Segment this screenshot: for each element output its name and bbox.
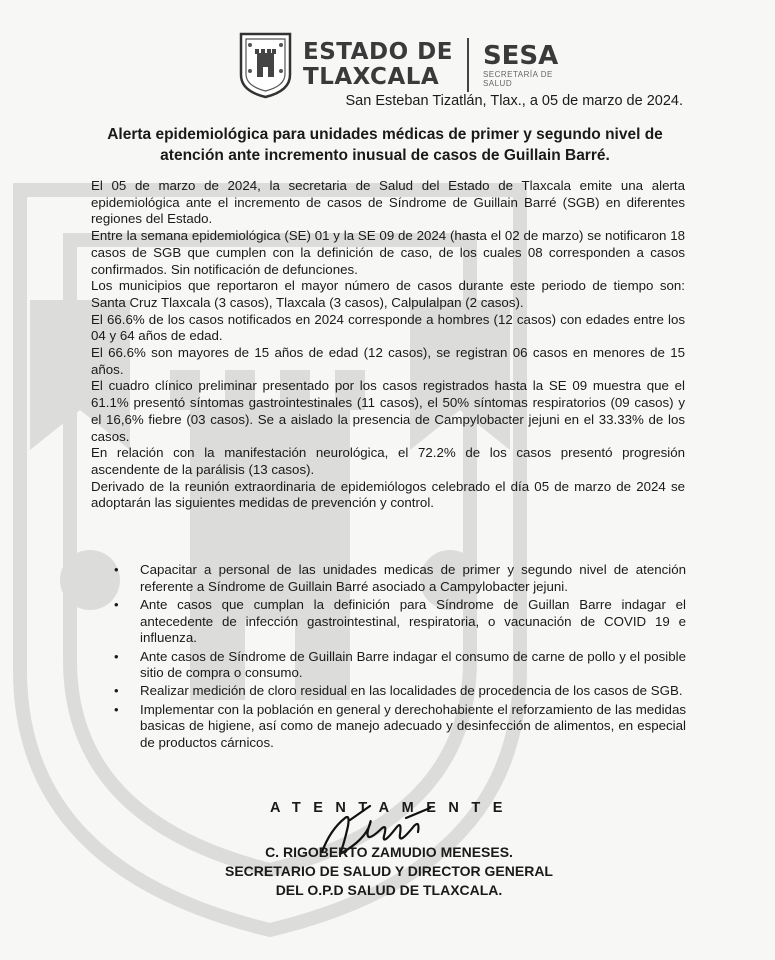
dateline: San Esteban Tizatlán, Tlax., a 05 de marzo de 2024. <box>345 93 683 109</box>
paragraph: El 66.6% de los casos notificados en 2024 corresponde a hombres (12 casos) con edades entre los 04 y 64 años de edad. <box>91 311 685 344</box>
list-item: • Ante casos que cumplan la definición para Síndrome de Guillan Barre indagar el antecedente de infección gastrointestinal, respiratoria, o vacunación de COVID 19 e influenza. <box>112 597 686 647</box>
list-item: • Realizar medición de cloro residual en las localidades de procedencia de los casos de SGB. <box>112 683 686 700</box>
logo-divider <box>467 38 469 92</box>
document-body <box>91 178 685 512</box>
letterhead <box>238 30 563 100</box>
document-title: Alerta epidemiológica para unidades médicas de primer y segundo nivel de atención ante incremento inusual de casos de Guillain Barré. <box>107 126 663 164</box>
estado-line-2: TLAXCALA <box>303 64 440 90</box>
sesa-subtitle: SECRETARÍA DE SALUD <box>482 70 553 88</box>
signatory-role-line-1: SECRETARIO DE SALUD Y DIRECTOR GENERAL <box>224 863 553 879</box>
tlaxcala-shield-logo-icon <box>238 31 293 99</box>
paragraph: Derivado de la reunión extraordinaria de epidemiólogos celebrado el día 05 de marzo de 2024 se adoptarán las siguientes medidas de prevención y control. <box>91 478 685 511</box>
list-item: • Ante casos de Síndrome de Guillain Barre indagar el consumo de carne de pollo y el posible sitio de compra o consumo. <box>112 649 686 682</box>
paragraph: Los municipios que reportaron el mayor número de casos durante este periodo de tiempo son: Santa Cruz Tlaxcala (3 casos), Tlaxcala (3 casos), Calpulalpan (2 casos). <box>91 278 685 310</box>
closing-salutation: ATENTAMENTE <box>270 800 515 816</box>
estado-de-tlaxcala-logo <box>303 40 453 90</box>
list-item: • Implementar con la población en general y derechohabiente el reforzamiento de las medidas basicas de higiene, así como de manejo adecuado y desinfección de alimentos, en especial de productos cárnicos. <box>112 702 686 752</box>
paragraph: El 66.6% son mayores de 15 años de edad (12 casos), se registran 06 casos en menores de 15 años. <box>91 345 685 377</box>
measures-list <box>112 562 686 753</box>
list-item: • Capacitar a personal de las unidades medicas de primer y segundo nivel de atención referente a Síndrome de Guillain Barré asociado a Campylobacter jejuni. <box>112 562 686 595</box>
paragraph: En relación con la manifestación neurológica, el 72.2% de los casos presentó progresión ascendente de la parálisis (13 casos). <box>91 445 685 477</box>
paragraph: El 05 de marzo de 2024, la secretaria de Salud del Estado de Tlaxcala emite una alerta epidemiológica ante el incremento de casos de Síndrome de Guillain Barré (SGB) en diferentes regiones del Estado. <box>91 178 685 227</box>
estado-line-1: ESTADO DE <box>303 39 453 65</box>
signatory-block <box>200 843 578 900</box>
sesa-title: SESA <box>482 41 559 71</box>
sesa-logo <box>483 42 563 88</box>
signatory-name: C. RIGOBERTO ZAMUDIO MENESES. <box>265 844 513 860</box>
signatory-role-line-2: DEL O.P.D SALUD DE TLAXCALA. <box>275 882 503 898</box>
paragraph: El cuadro clínico preliminar presentado por los casos registrados hasta la SE 09 muestra que el 61.1% presentó síntomas gastrointestinales (11 casos), el 50% síntomas respiratorios (09 casos) y el 16,6% fiebre (03 casos). Se a aislado la presencia de Campylobacter jejuni en el 33.33% de los casos. <box>91 378 685 444</box>
paragraph: Entre la semana epidemiológica (SE) 01 y la SE 09 de 2024 (hasta el 02 de marzo) se notificaron 18 casos de SGB que cumplen con la definición de caso, de los cuales 08 corresponden a casos confirmados. Sin notificación de defunciones. <box>91 228 685 277</box>
